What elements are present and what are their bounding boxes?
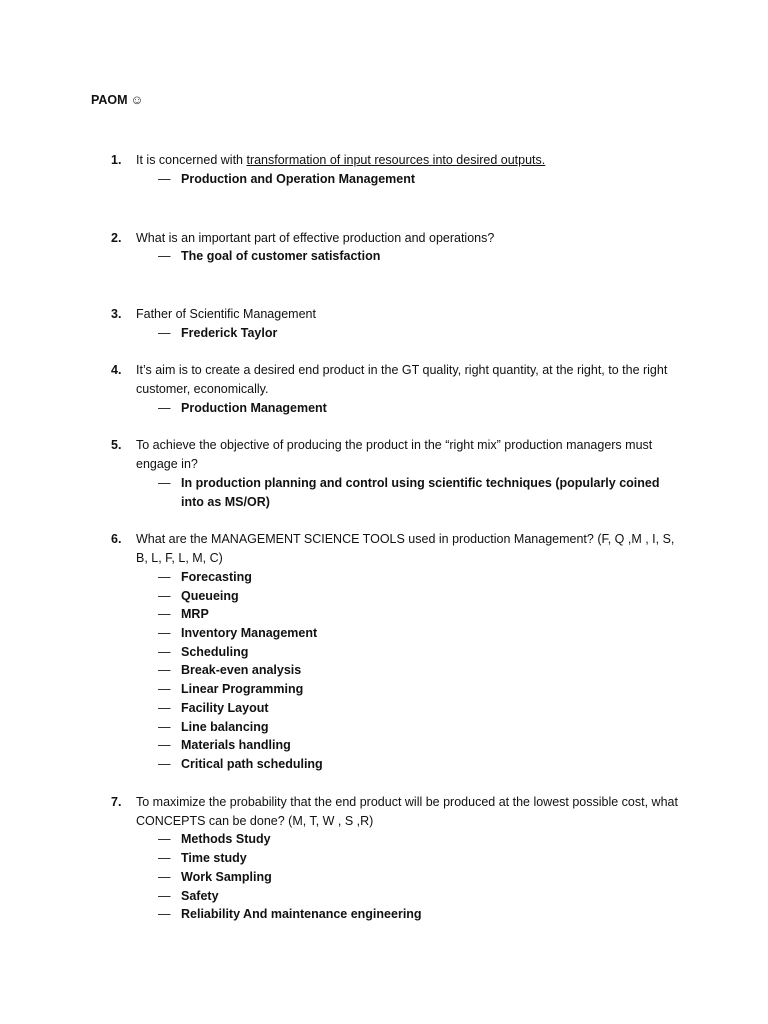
answer-text: Queueing <box>181 589 239 603</box>
question-6 <box>111 530 681 567</box>
question-text: To achieve the objective of producing the product in the “right mix” production managers must engage in? <box>136 438 653 471</box>
answer-text: Frederick Taylor <box>181 326 278 340</box>
question-number: 7. <box>111 795 122 809</box>
dash-bullet: — <box>158 626 171 640</box>
answer-item <box>158 887 668 906</box>
dash-bullet: — <box>158 757 171 771</box>
answer-text: Reliability And maintenance engineering <box>181 907 422 921</box>
dash-bullet: — <box>158 172 171 186</box>
dash-bullet: — <box>158 870 171 884</box>
title-text: PAOM <box>91 93 128 107</box>
question-1 <box>111 151 681 170</box>
underlined-phrase: transformation of input resources into desired outputs. <box>246 153 546 167</box>
answer-text: Work Sampling <box>181 870 272 884</box>
answer-item <box>158 643 668 662</box>
dash-bullet: — <box>158 249 171 263</box>
answer-text: The goal of customer satisfaction <box>181 249 381 263</box>
answer-item <box>158 718 668 737</box>
question-text: What are the MANAGEMENT SCIENCE TOOLS used in production Management? (F, Q ,M , I, S, B, L, F, L, M, C) <box>136 532 675 565</box>
answer-item <box>158 736 668 755</box>
question-number: 3. <box>111 307 122 321</box>
dash-bullet: — <box>158 326 171 340</box>
answer-item <box>158 247 668 266</box>
dash-bullet: — <box>158 738 171 752</box>
answer-item <box>158 868 668 887</box>
dash-bullet: — <box>158 851 171 865</box>
answer-item <box>158 755 668 774</box>
question-text: What is an important part of effective production and operations? <box>136 231 495 245</box>
answer-text: Line balancing <box>181 720 269 734</box>
answer-item <box>158 830 668 849</box>
question-number: 2. <box>111 231 122 245</box>
answer-item <box>158 587 668 606</box>
answer-item <box>158 170 668 189</box>
question-5 <box>111 436 681 473</box>
dash-bullet: — <box>158 832 171 846</box>
document-title <box>91 93 143 107</box>
question-number: 4. <box>111 363 122 377</box>
answer-text: Critical path scheduling <box>181 757 323 771</box>
dash-bullet: — <box>158 645 171 659</box>
answer-item <box>158 568 668 587</box>
answer-text: In production planning and control using scientific techniques (popularly coined into as MS/OR) <box>181 476 660 509</box>
answer-item <box>158 624 668 643</box>
answer-text: Inventory Management <box>181 626 318 640</box>
answer-item <box>158 699 668 718</box>
smiley-icon: ☺ <box>130 93 144 107</box>
question-text: Father of Scientific Management <box>136 307 316 321</box>
answer-text: Facility Layout <box>181 701 269 715</box>
answer-text: MRP <box>181 607 209 621</box>
question-text <box>136 151 681 170</box>
answer-item <box>158 605 668 624</box>
answer-text: Methods Study <box>181 832 271 846</box>
answer-text: Production and Operation Management <box>181 172 416 186</box>
answer-text: Break-even analysis <box>181 663 302 677</box>
question-4 <box>111 361 681 398</box>
dash-bullet: — <box>158 476 171 490</box>
answer-item <box>158 680 668 699</box>
answer-text: Safety <box>181 889 219 903</box>
question-text-part: It is concerned with <box>136 153 247 167</box>
question-number: 6. <box>111 532 122 546</box>
question-number: 5. <box>111 438 122 452</box>
dash-bullet: — <box>158 907 171 921</box>
question-7 <box>111 793 681 830</box>
answer-text: Production Management <box>181 401 327 415</box>
dash-bullet: — <box>158 720 171 734</box>
answer-item <box>158 474 668 511</box>
answer-text: Time study <box>181 851 247 865</box>
dash-bullet: — <box>158 589 171 603</box>
answer-item <box>158 661 668 680</box>
question-3 <box>111 305 681 324</box>
answer-item <box>158 324 668 343</box>
dash-bullet: — <box>158 607 171 621</box>
answer-text: Forecasting <box>181 570 252 584</box>
answer-item <box>158 849 668 868</box>
question-2 <box>111 229 681 248</box>
question-text: To maximize the probability that the end product will be produced at the lowest possible cost, what CONCEPTS can be done? (M, T, W , S ,R) <box>136 795 678 828</box>
dash-bullet: — <box>158 570 171 584</box>
dash-bullet: — <box>158 701 171 715</box>
answer-item <box>158 399 668 418</box>
question-text: It’s aim is to create a desired end product in the GT quality, right quantity, at the right, to the right customer, economically. <box>136 363 668 396</box>
dash-bullet: — <box>158 401 171 415</box>
answer-item <box>158 905 668 924</box>
question-number: 1. <box>111 153 122 167</box>
answer-text: Scheduling <box>181 645 249 659</box>
dash-bullet: — <box>158 663 171 677</box>
answer-text: Materials handling <box>181 738 291 752</box>
answer-text: Linear Programming <box>181 682 304 696</box>
dash-bullet: — <box>158 682 171 696</box>
dash-bullet: — <box>158 889 171 903</box>
